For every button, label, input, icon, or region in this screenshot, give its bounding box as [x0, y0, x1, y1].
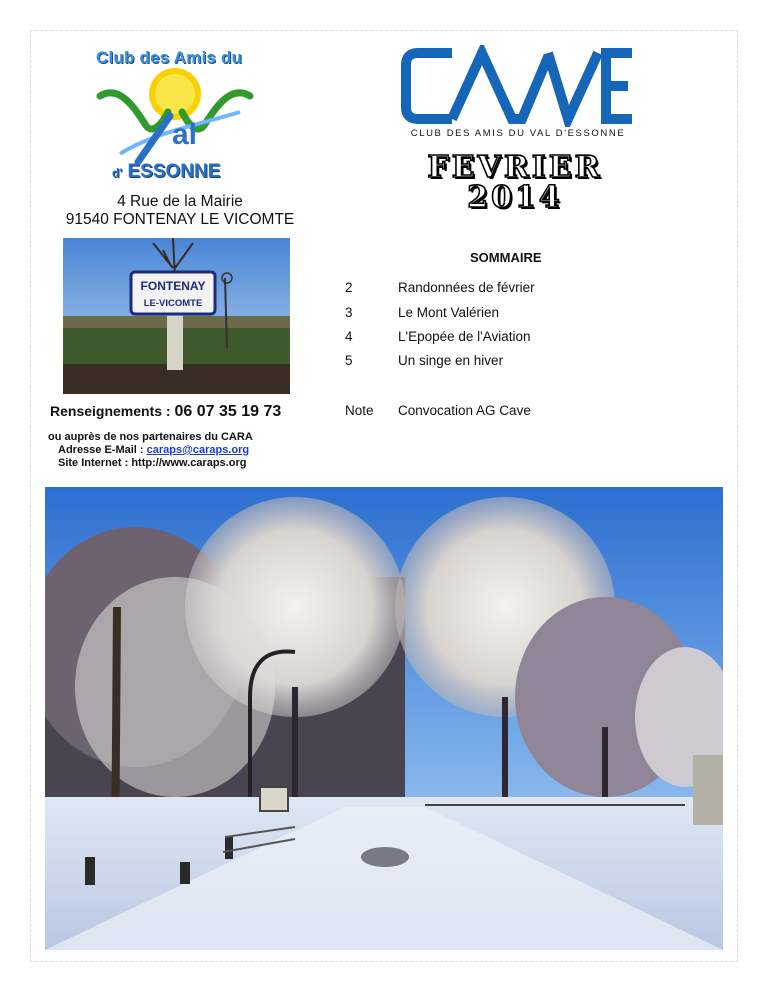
summary-page: 5 — [345, 353, 353, 368]
fontenay-sign-photo — [63, 238, 290, 394]
summary-label: Randonnées de février — [398, 280, 535, 295]
summary-label: Le Mont Valérien — [398, 305, 500, 320]
sign-line1: FONTENAY — [140, 279, 206, 293]
club-logo-essonne — [112, 161, 220, 183]
email-link[interactable]: caraps@caraps.org — [146, 444, 250, 456]
winter-avenue-photo — [45, 487, 723, 950]
address-city: 91540 FONTENAY LE VICOMTE — [65, 211, 295, 228]
summary-title: SOMMAIRE — [470, 250, 542, 265]
club-logo-name: ESSONNE — [127, 161, 221, 182]
summary-label: Un singe en hiver — [398, 353, 504, 368]
summary-page: 2 — [345, 280, 353, 295]
contact-phone — [50, 403, 281, 421]
club-logo-val-text: al — [172, 118, 198, 151]
cave-subtitle: CLUB DES AMIS DU VAL D'ESSONNE — [410, 128, 626, 139]
contact-label: Renseignements : — [50, 403, 175, 419]
summary-page: 3 — [345, 305, 353, 320]
club-logo-title: Club des Amis du — [96, 48, 243, 67]
partners-line: ou auprès de nos partenaires du CARA — [48, 431, 253, 443]
summary-label: L'Epopée de l'Aviation — [398, 329, 531, 344]
summary-label: Convocation AG Cave — [398, 403, 531, 418]
summary-page: Note — [345, 403, 374, 418]
address-street: 4 Rue de la Mairie — [117, 193, 243, 210]
club-logo — [90, 48, 270, 188]
issue-year: 2014 — [467, 180, 563, 215]
website-line: Site Internet : http://www.caraps.org — [58, 457, 247, 469]
sign-line2: LE-VICOMTE — [143, 298, 203, 309]
club-logo-graphic — [90, 64, 270, 174]
contact-details — [48, 431, 253, 470]
summary-page: 4 — [345, 329, 353, 344]
club-logo-prefix: d' — [112, 166, 123, 180]
phone-number: 06 07 35 19 73 — [174, 403, 282, 420]
email-line — [48, 444, 253, 457]
email-label: Adresse E-Mail : — [58, 444, 147, 456]
cave-logo — [400, 45, 636, 127]
issue-month: FEVRIER — [427, 150, 603, 185]
